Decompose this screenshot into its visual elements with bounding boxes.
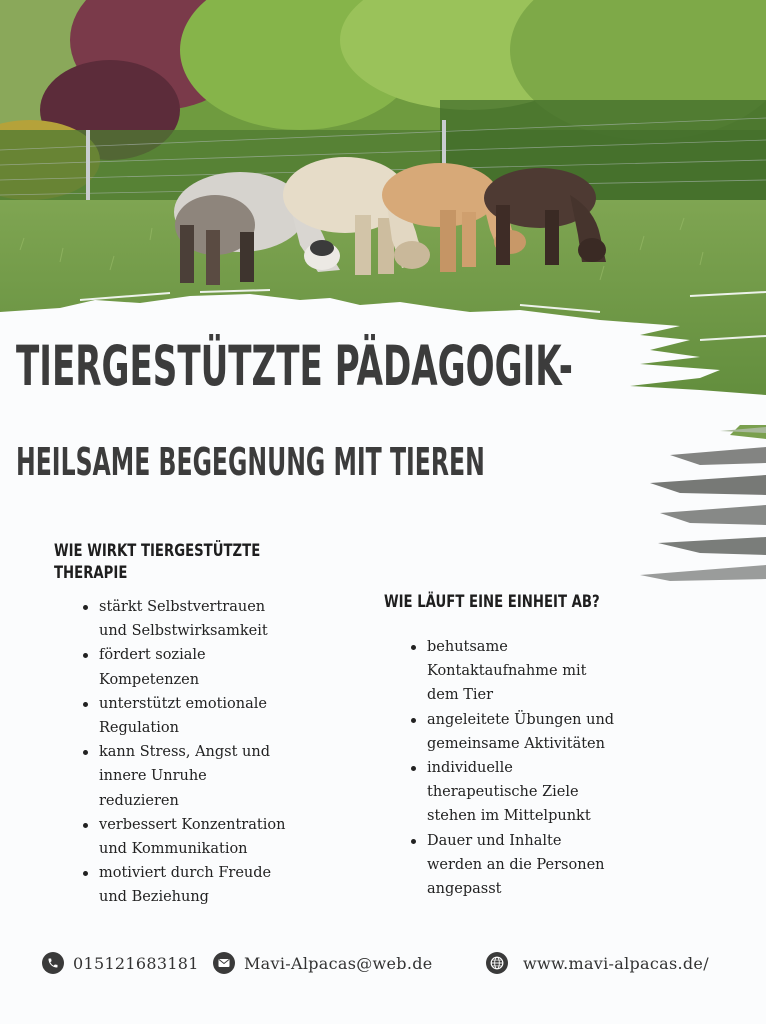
list-item: stärkt Selbstvertrauen und Selbstwirksamkeit <box>99 595 285 643</box>
effects-list <box>77 595 285 910</box>
alpaca-brown <box>484 168 606 265</box>
contact-email[interactable] <box>213 952 433 974</box>
page-subtitle: HEILSAME BEGEGNUNG MIT TIEREN <box>16 440 485 484</box>
email-address: Mavi-Alpacas@web.de <box>244 953 433 973</box>
phone-number: 015121683181 <box>73 953 199 973</box>
list-item: motiviert durch Freude und Beziehung <box>99 861 285 909</box>
list-item: behutsame Kontaktaufnahme mit dem Tier <box>427 635 614 708</box>
mail-icon <box>213 952 235 974</box>
list-item: verbessert Konzentration und Kommunikation <box>99 813 285 861</box>
page-title: TIERGESTÜTZTE PÄDAGOGIK- <box>16 334 573 398</box>
left-heading-line1: WIE WIRKT TIERGESTÜTZTE <box>54 541 261 561</box>
contact-phone[interactable] <box>42 952 199 974</box>
right-section-heading: WIE LÄUFT EINE EINHEIT AB? <box>384 592 600 612</box>
phone-icon <box>42 952 64 974</box>
left-heading-line2: THERAPIE <box>54 563 128 583</box>
torn-grass-fragment <box>630 425 766 585</box>
list-item: Dauer und Inhalte werden an die Personen angepasst <box>427 829 614 902</box>
website-url: www.mavi-alpacas.de/ <box>523 953 709 973</box>
list-item: kann Stress, Angst und innere Unruhe reduzieren <box>99 740 285 813</box>
list-item: individuelle therapeutische Ziele stehen im Mittelpunkt <box>427 756 614 829</box>
list-item: fördert soziale Kompetenzen <box>99 643 285 691</box>
session-list <box>405 635 614 901</box>
contact-website[interactable] <box>486 952 709 974</box>
globe-icon <box>486 952 508 974</box>
left-section-heading <box>54 540 260 584</box>
list-item: angeleitete Übungen und gemeinsame Aktivitäten <box>427 708 614 756</box>
list-item: unterstützt emotionale Regulation <box>99 692 285 740</box>
